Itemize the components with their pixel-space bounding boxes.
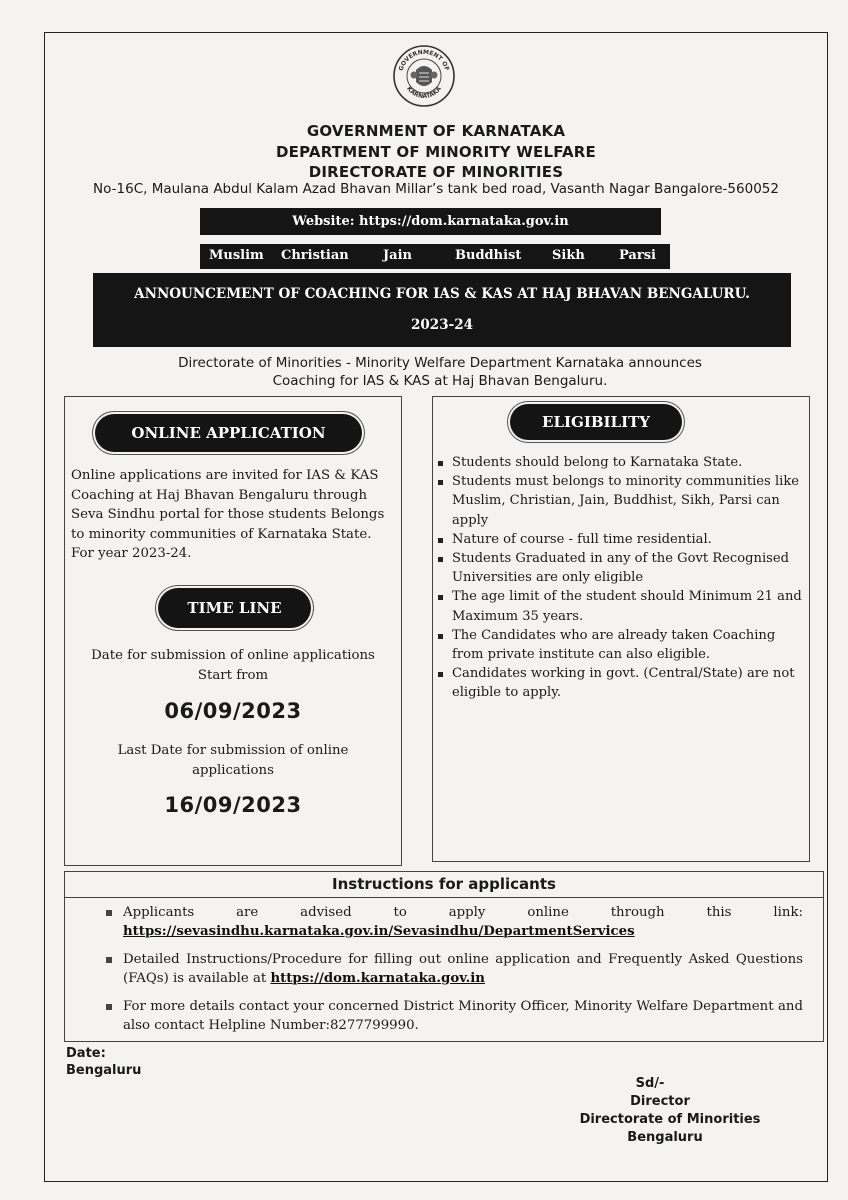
community-muslim: Muslim: [209, 248, 264, 263]
eligibility-item: Students should belong to Karnataka State.: [436, 453, 806, 472]
online-app-line: to minority communities of Karnataka State.: [71, 526, 372, 542]
intro-line-2: Coaching for IAS & KAS at Haj Bhavan Bengaluru.: [272, 373, 608, 389]
director-label: Director: [630, 1094, 690, 1109]
header-government: GOVERNMENT OF KARNATAKA: [306, 122, 566, 140]
city-label: Bengaluru: [627, 1130, 703, 1145]
community-jain: Jain: [383, 248, 412, 263]
instruction-item: [103, 904, 803, 941]
header-directorate: DIRECTORATE OF MINORITIES: [308, 163, 564, 181]
place-label: Bengaluru: [66, 1063, 142, 1078]
online-app-line: Seva Sindhu portal for those students Belongs: [71, 507, 385, 522]
end-date: 16/09/2023: [164, 793, 302, 817]
start-date: 06/09/2023: [164, 699, 302, 723]
office-label: Directorate of Minorities: [579, 1112, 761, 1127]
emblem-text-top: GOVERNMENT OF: [397, 48, 451, 72]
instruction-item: [103, 998, 803, 1035]
instructions-title-divider: [64, 897, 824, 898]
dom-website-link[interactable]: https://dom.karnataka.gov.in: [270, 970, 485, 986]
intro-line-1: Directorate of Minorities - Minority Welfare Department Karnataka announces: [178, 355, 702, 371]
online-app-line: Online applications are invited for IAS & KAS: [71, 468, 379, 483]
date-label: Date:: [66, 1046, 106, 1061]
end-label-line: Last Date for submission of online: [117, 743, 349, 758]
online-application-heading: ONLINE APPLICATION: [95, 414, 362, 452]
sd-label: Sd/-: [635, 1076, 665, 1091]
eligibility-item: The Candidates who are already taken Coaching from private institute can also eligible.: [436, 626, 806, 664]
eligibility-item: Students must belongs to minority communities like Muslim, Christian, Jain, Buddhist, Sikh, Parsi can apply: [436, 472, 806, 530]
eligibility-heading: ELIGIBILITY: [510, 404, 682, 440]
instruction-item: [103, 951, 803, 988]
online-app-line: For year 2023-24.: [71, 546, 192, 561]
eligibility-item: Candidates working in govt. (Central/State) are not eligible to apply.: [436, 664, 806, 702]
instruction-text: Detailed Instructions/Procedure for filling out online application and Frequently Asked Questions (FAQs) is available at: [123, 952, 803, 986]
community-sikh: Sikh: [552, 248, 585, 263]
community-parsi: Parsi: [619, 248, 656, 263]
end-label-line: applications: [192, 762, 274, 778]
eligibility-list: [436, 453, 806, 703]
start-date-label: [64, 646, 402, 685]
communities-bar: [200, 244, 670, 269]
sevasindhu-link[interactable]: https://sevasindhu.karnataka.gov.in/Sevasindhu/DepartmentServices: [123, 923, 635, 939]
emblem-text-bottom: KARNATAKA: [405, 85, 443, 101]
community-christian: Christian: [281, 248, 349, 263]
start-label-line: Start from: [197, 667, 269, 683]
eligibility-item: Nature of course - full time residential.: [436, 530, 806, 549]
community-buddhist: Buddhist: [455, 248, 522, 263]
start-label-line: Date for submission of online applications: [91, 648, 375, 663]
announcement-year: 2023-24: [411, 317, 473, 333]
instructions-title: Instructions for applicants: [332, 875, 556, 893]
header-department: DEPARTMENT OF MINORITY WELFARE: [276, 143, 596, 161]
karnataka-government-emblem-icon: [392, 44, 456, 108]
online-app-line: Coaching at Haj Bhavan Bengaluru through: [71, 487, 368, 503]
instruction-text: Applicants are advised to apply online through this link:: [123, 905, 803, 920]
timeline-heading: TIME LINE: [158, 588, 311, 628]
website-bar: Website: https://dom.karnataka.gov.in: [200, 208, 661, 235]
eligibility-item: The age limit of the student should Minimum 21 and Maximum 35 years.: [436, 587, 806, 625]
end-date-label: [64, 741, 402, 780]
signature-block: [560, 1075, 780, 1147]
announcement-title: ANNOUNCEMENT OF COACHING FOR IAS & KAS AT HAJ BHAVAN BENGALURU.: [134, 286, 750, 302]
instructions-list: [103, 904, 803, 1045]
online-application-text: [71, 466, 397, 564]
instruction-text: For more details contact your concerned District Minority Officer, Minority Welfare Department and also contact Helpline Number:8277799990.: [123, 999, 803, 1033]
office-address: No-16C, Maulana Abdul Kalam Azad Bhavan Millar’s tank bed road, Vasanth Nagar Bangalore-560052: [93, 181, 779, 197]
eligibility-item: Students Graduated in any of the Govt Recognised Universities are only eligible: [436, 549, 806, 587]
announcement-banner: [93, 273, 791, 347]
